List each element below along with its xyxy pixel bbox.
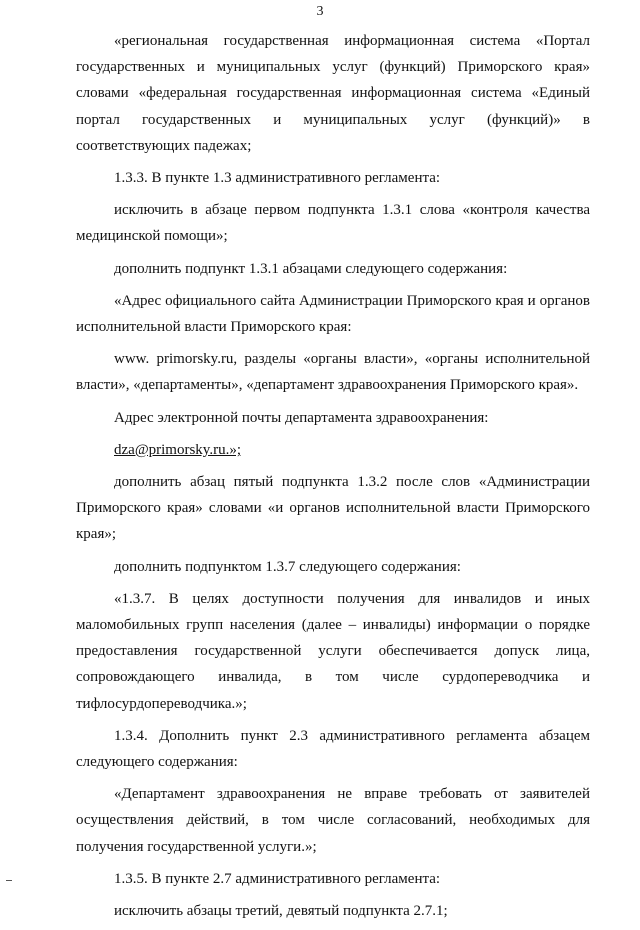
paragraph-8: [76, 437, 590, 463]
email-link[interactable]: dza@primorsky.ru.»;: [114, 441, 241, 458]
paragraph-4: дополнить подпункт 1.3.1 абзацами следующего содержания:: [114, 260, 508, 277]
scan-mark: [6, 880, 12, 881]
paragraph-1: «региональная государственная информационная система «Портал государственных и муниципальных услуг (функций) Приморского края» словами «федеральная государственная информационная система «Единый портал государственных и муниципальных услуг (функций)» в соответствующих падежах;: [76, 33, 590, 154]
paragraph-11: «1.3.7. В целях доступности получения для инвалидов и иных маломобильных групп населения (далее – инвалиды) информации о порядке предоставления государственной услуги обеспечивается допуск лица, сопровождающего инвалида, в том числе сурдопереводчика и тифлосурдопереводчика.»;: [76, 590, 590, 712]
page-number: 3: [316, 4, 324, 19]
paragraph-12: 1.3.4. Дополнить пункт 2.3 административного регламента абзацем следующего содержания:: [76, 727, 590, 771]
document-body: [76, 28, 590, 930]
paragraph-9: дополнить абзац пятый подпункта 1.3.2 после слов «Администрации Приморского края» словами «и органов исполнительной власти Приморского края»;: [76, 474, 590, 543]
paragraph-3: исключить в абзаце первом подпункта 1.3.1 слова «контроля качества медицинской помощи»;: [76, 202, 590, 245]
paragraph-7: Адрес электронной почты департамента здравоохранения:: [114, 409, 489, 426]
paragraph-2: 1.3.3. В пункте 1.3 административного регламента:: [114, 170, 441, 187]
paragraph-13: «Департамент здравоохранения не вправе требовать от заявителей осуществления действий, в том числе согласований, необходимых для получения государственной услуги.»;: [76, 786, 590, 855]
paragraph-14: 1.3.5. В пункте 2.7 административного регламента:: [114, 870, 441, 887]
paragraph-5: «Адрес официального сайта Администрации Приморского края и органов исполнительной власти Приморского края:: [76, 292, 590, 336]
paragraph-15: исключить абзацы третий, девятый подпункта 2.7.1;: [114, 903, 448, 920]
paragraph-6: www. primorsky.ru, разделы «органы власти», «органы исполнительной власти», «департаменты», «департамент здравоохранения Приморского края».: [76, 351, 590, 394]
paragraph-10: дополнить подпунктом 1.3.7 следующего содержания:: [114, 558, 461, 575]
